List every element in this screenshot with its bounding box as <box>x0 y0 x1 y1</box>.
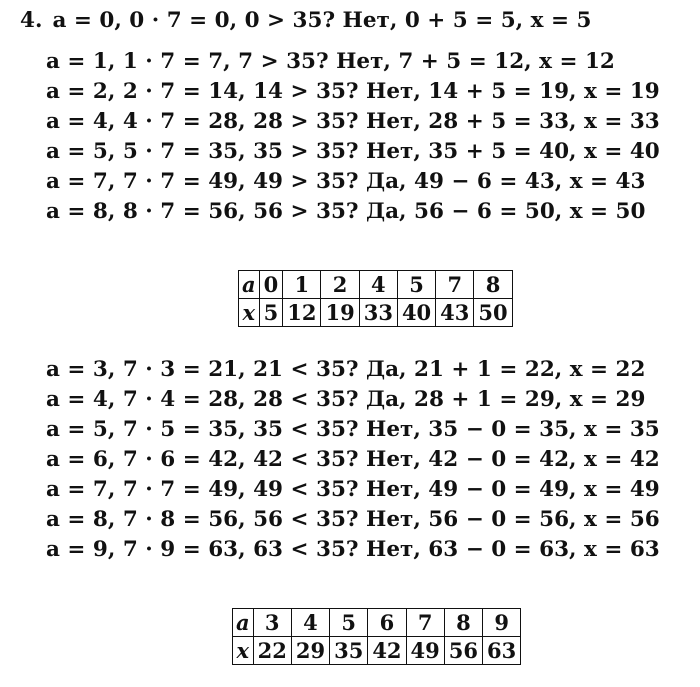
table-cell: 1 <box>283 271 321 299</box>
calculation-line: a = 7, 7 · 7 = 49, 49 < 35? Нет, 49 − 0 = 49, x = 49 <box>46 477 660 502</box>
table-cell: 4 <box>291 609 329 637</box>
table-cell: 5 <box>397 271 435 299</box>
calculation-line: a = 3, 7 · 3 = 21, 21 < 35? Да, 21 + 1 = 22, x = 22 <box>46 357 646 382</box>
table-cell: 56 <box>444 637 482 665</box>
calculation-line: a = 8, 8 · 7 = 56, 56 > 35? Да, 56 − 6 = 50, x = 50 <box>46 199 646 224</box>
values-table-1 <box>238 270 513 327</box>
calculation-line: a = 4, 7 · 4 = 28, 28 < 35? Да, 28 + 1 = 29, x = 29 <box>46 387 646 412</box>
calculation-line: a = 2, 2 · 7 = 14, 14 > 35? Нет, 14 + 5 = 19, x = 19 <box>46 79 660 104</box>
problem-number: 4. <box>20 8 43 33</box>
calculation-line: a = 1, 1 · 7 = 7, 7 > 35? Нет, 7 + 5 = 12, x = 12 <box>46 49 615 74</box>
table-cell: 3 <box>253 609 291 637</box>
row-header-a: a <box>233 609 254 637</box>
values-table-2 <box>232 608 521 665</box>
table-cell: 0 <box>259 271 283 299</box>
table-cell: 42 <box>368 637 406 665</box>
table-cell: 50 <box>474 299 512 327</box>
row-header-x: x <box>233 637 254 665</box>
table-cell: 9 <box>483 609 521 637</box>
calculation-line: a = 7, 7 · 7 = 49, 49 > 35? Да, 49 − 6 = 43, x = 43 <box>46 169 646 194</box>
table-cell: 5 <box>330 609 368 637</box>
table-cell: 49 <box>406 637 444 665</box>
table-cell: 19 <box>321 299 359 327</box>
calculation-line: a = 5, 7 · 5 = 35, 35 < 35? Нет, 35 − 0 = 35, x = 35 <box>46 417 660 442</box>
table-cell: 8 <box>444 609 482 637</box>
table-cell: 63 <box>483 637 521 665</box>
problem-headline <box>20 6 591 36</box>
row-header-x: x <box>239 299 260 327</box>
table-cell: 35 <box>330 637 368 665</box>
table-cell: 5 <box>259 299 283 327</box>
table-cell: 6 <box>368 609 406 637</box>
row-header-a: a <box>239 271 260 299</box>
calculation-line: a = 4, 4 · 7 = 28, 28 > 35? Нет, 28 + 5 = 33, x = 33 <box>46 109 660 134</box>
table-cell: 4 <box>359 271 397 299</box>
calculation-block-1 <box>46 47 660 227</box>
table-row-a <box>233 609 521 637</box>
table-row-x <box>233 637 521 665</box>
calculation-line: a = 8, 7 · 8 = 56, 56 < 35? Нет, 56 − 0 = 56, x = 56 <box>46 507 660 532</box>
table-cell: 2 <box>321 271 359 299</box>
table-cell: 7 <box>436 271 474 299</box>
table-row-a <box>239 271 513 299</box>
table-cell: 12 <box>283 299 321 327</box>
table-row-x <box>239 299 513 327</box>
calculation-line: a = 9, 7 · 9 = 63, 63 < 35? Нет, 63 − 0 = 63, x = 63 <box>46 537 660 562</box>
table-cell: 43 <box>436 299 474 327</box>
table-cell: 8 <box>474 271 512 299</box>
calculation-block-2 <box>46 355 660 565</box>
table-cell: 40 <box>397 299 435 327</box>
table-cell: 33 <box>359 299 397 327</box>
table-cell: 22 <box>253 637 291 665</box>
problem-first-line: a = 0, 0 · 7 = 0, 0 > 35? Нет, 0 + 5 = 5, x = 5 <box>52 8 592 33</box>
calculation-line: a = 6, 7 · 6 = 42, 42 < 35? Нет, 42 − 0 = 42, x = 42 <box>46 447 660 472</box>
calculation-line: a = 5, 5 · 7 = 35, 35 > 35? Нет, 35 + 5 = 40, x = 40 <box>46 139 660 164</box>
table-cell: 29 <box>291 637 329 665</box>
table-cell: 7 <box>406 609 444 637</box>
